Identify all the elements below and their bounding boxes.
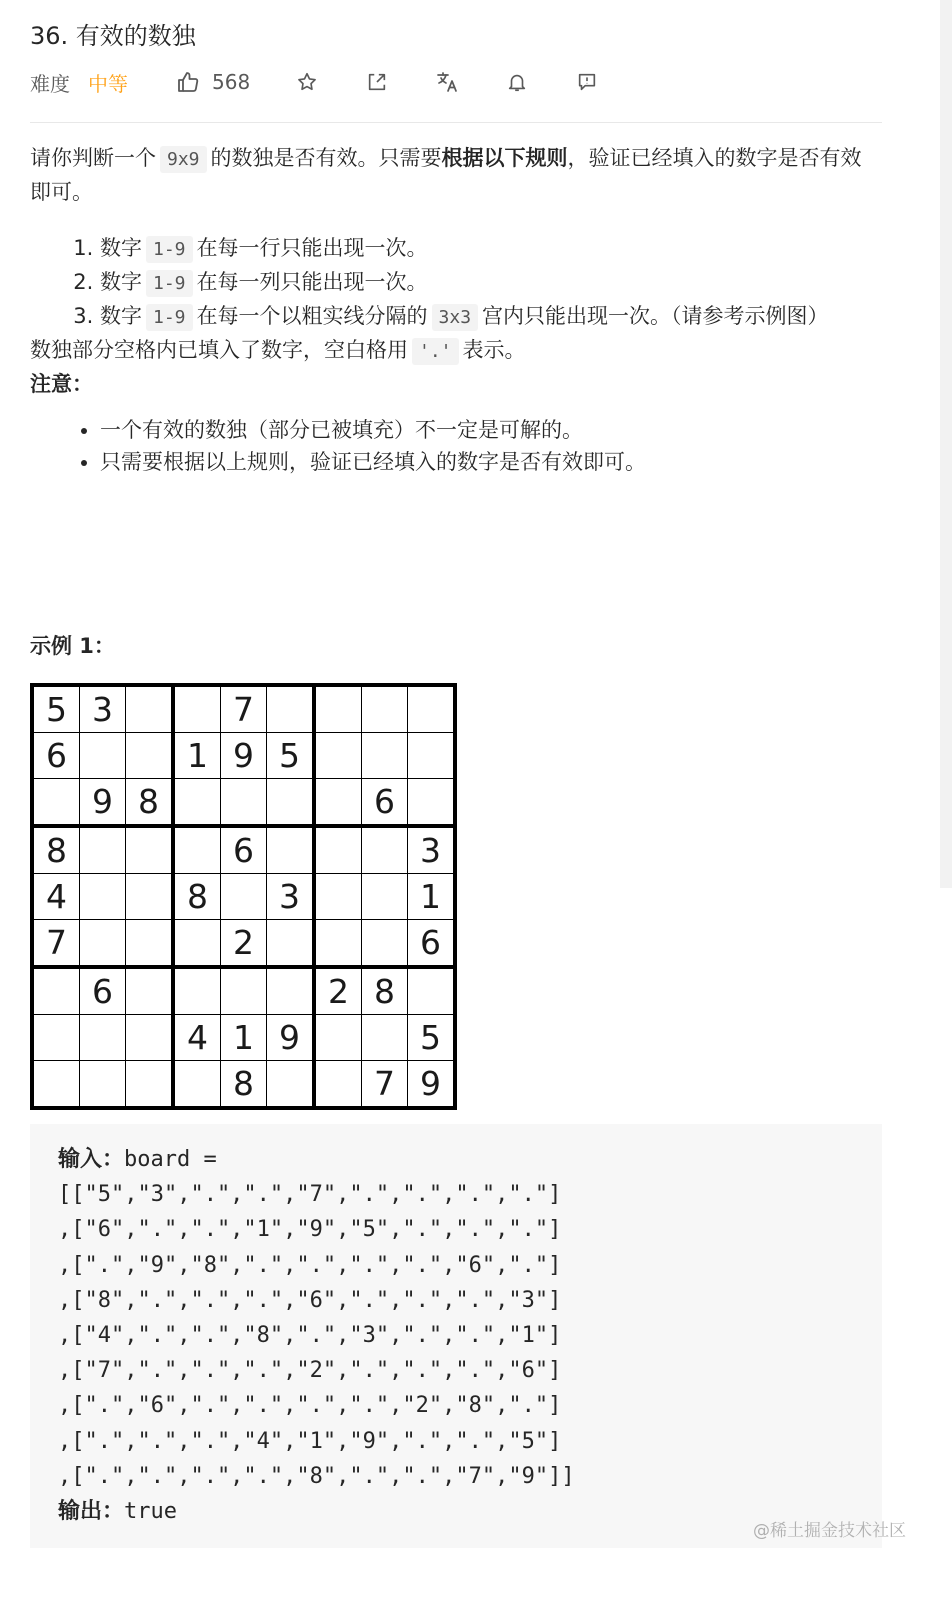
io-line	[58, 1353, 575, 1388]
sudoku-cell: 2	[314, 967, 362, 1015]
sudoku-cell	[80, 1015, 126, 1061]
sudoku-cell	[80, 920, 126, 968]
sudoku-cell	[314, 920, 362, 968]
sudoku-cell	[314, 1015, 362, 1061]
sudoku-cell	[267, 685, 315, 733]
sudoku-cell: 1	[173, 733, 221, 779]
sudoku-cell	[267, 967, 315, 1015]
sudoku-cell: 6	[221, 826, 267, 874]
thumbs-up-icon	[176, 70, 200, 94]
rule-text: 数字	[100, 270, 142, 294]
sudoku-cell	[32, 1015, 80, 1061]
sudoku-cell: 2	[221, 920, 267, 968]
translate-icon	[435, 70, 459, 94]
output-value: true	[124, 1499, 177, 1525]
input-board-line: ,["7",".",".",".","2",".",".",".","6"]	[58, 1358, 562, 1384]
sudoku-cell	[408, 779, 456, 827]
sudoku-cell: 8	[126, 779, 174, 827]
scrollbar[interactable]	[940, 0, 952, 888]
like-button[interactable]	[176, 70, 250, 94]
sudoku-cell	[32, 967, 80, 1015]
difficulty-value: 中等	[88, 71, 128, 96]
sudoku-cell: 9	[221, 733, 267, 779]
output-label: 输出：	[58, 1499, 125, 1525]
sudoku-cell	[221, 779, 267, 827]
blank-text-1: 数独部分空格内已填入了数字，空白格用	[30, 338, 408, 362]
blank-text-2: 表示。	[462, 338, 526, 362]
input-board-line: ,[".","9","8",".",".",".",".","6","."]	[58, 1252, 562, 1278]
input-head: board =	[124, 1147, 217, 1172]
io-line	[58, 1248, 575, 1283]
sudoku-cell: 5	[267, 733, 315, 779]
problem-meta-bar	[30, 64, 644, 100]
sudoku-cell: 4	[173, 1015, 221, 1061]
sudoku-cell	[80, 826, 126, 874]
io-line	[58, 1177, 575, 1212]
input-board-line: ,[".",".",".","4","1","9",".",".","5"]	[58, 1428, 562, 1454]
intro-text-1: 请你判断一个	[30, 146, 156, 170]
sudoku-cell: 7	[362, 1061, 408, 1109]
sudoku-cell	[80, 874, 126, 920]
share-button[interactable]	[364, 69, 390, 95]
intro-text-2: 的数独是否有效。只需要	[210, 146, 442, 170]
blank-code: '.'	[412, 338, 459, 365]
blank-paragraph	[30, 334, 882, 368]
io-line	[58, 1424, 575, 1459]
share-icon	[366, 71, 388, 93]
header-divider	[30, 122, 882, 123]
sudoku-cell	[32, 779, 80, 827]
sudoku-cell	[126, 1061, 174, 1109]
input-board-line: ,["8",".",".",".","6",".",".",".","3"]	[58, 1287, 562, 1313]
sudoku-cell: 3	[80, 685, 126, 733]
sudoku-cell: 8	[32, 826, 80, 874]
input-board-line: [["5","3",".",".","7",".",".",".","."]	[58, 1182, 562, 1208]
input-board-line: ,[".","6",".",".",".",".","2","8","."]	[58, 1393, 562, 1419]
rule-text: 宫内只能出现一次。（请参考示例图）	[482, 304, 829, 328]
sudoku-row	[32, 1015, 455, 1061]
sudoku-cell	[126, 1015, 174, 1061]
notes-list	[30, 414, 882, 478]
sudoku-cell	[314, 779, 362, 827]
rule-text: 数字	[100, 236, 142, 260]
sudoku-cell: 8	[173, 874, 221, 920]
sudoku-cell	[126, 967, 174, 1015]
intro-paragraph	[30, 142, 882, 208]
sudoku-cell	[126, 685, 174, 733]
sudoku-row	[32, 874, 455, 920]
sudoku-row	[32, 1061, 455, 1109]
intro-code: 9x9	[160, 146, 207, 173]
sudoku-row	[32, 779, 455, 827]
example-title: 示例 1：	[30, 634, 115, 658]
input-label: 输入：	[58, 1147, 125, 1172]
sudoku-cell	[314, 685, 362, 733]
sudoku-cell	[267, 920, 315, 968]
sudoku-cell	[126, 733, 174, 779]
sudoku-cell	[408, 685, 456, 733]
sudoku-cell	[362, 1015, 408, 1061]
sudoku-cell	[173, 920, 221, 968]
watermark: @稀土掘金技术社区	[753, 1521, 906, 1541]
bell-icon	[506, 71, 528, 93]
sudoku-cell: 5	[32, 685, 80, 733]
rule-item	[100, 266, 882, 300]
feedback-icon	[576, 71, 598, 93]
sudoku-cell: 3	[408, 826, 456, 874]
sudoku-row	[32, 685, 455, 733]
rule-code: 1-9	[146, 236, 193, 263]
sudoku-cell	[314, 826, 362, 874]
star-icon	[296, 71, 318, 93]
rule-text: 在每一行只能出现一次。	[196, 236, 428, 260]
sudoku-cell	[267, 779, 315, 827]
sudoku-cell: 5	[408, 1015, 456, 1061]
sudoku-cell	[221, 967, 267, 1015]
sudoku-cell	[408, 967, 456, 1015]
sudoku-cell: 9	[267, 1015, 315, 1061]
sudoku-cell	[173, 685, 221, 733]
sudoku-cell	[173, 826, 221, 874]
sudoku-cell	[314, 874, 362, 920]
io-line	[58, 1494, 575, 1529]
io-line	[58, 1388, 575, 1423]
io-line	[58, 1459, 575, 1494]
rule-text: 在每一列只能出现一次。	[196, 270, 428, 294]
sudoku-cell	[408, 733, 456, 779]
sudoku-cell	[126, 826, 174, 874]
sudoku-cell	[173, 779, 221, 827]
input-board-line: ,["4",".",".","8",".","3",".",".","1"]	[58, 1323, 562, 1349]
sudoku-cell: 8	[221, 1061, 267, 1109]
sudoku-row	[32, 967, 455, 1015]
sudoku-board-image	[30, 683, 457, 1110]
note-title: 注意：	[30, 372, 93, 396]
sudoku-cell	[314, 1061, 362, 1109]
sudoku-cell	[362, 826, 408, 874]
intro-bold: 根据以下规则	[441, 146, 568, 170]
input-board-line: ,[".",".",".",".","8",".",".","7","9"]]	[58, 1463, 575, 1489]
sudoku-cell: 7	[221, 685, 267, 733]
sudoku-cell	[267, 826, 315, 874]
io-line	[58, 1318, 575, 1353]
io-line	[58, 1283, 575, 1318]
problem-title: 36. 有效的数独	[30, 22, 196, 50]
sudoku-cell	[362, 733, 408, 779]
sudoku-cell	[80, 733, 126, 779]
rule-text: 数字	[100, 304, 142, 328]
example-io-block	[30, 1124, 882, 1548]
feedback-button[interactable]	[574, 69, 600, 95]
note-item: • 只需要根据以上规则，验证已经填入的数字是否有效即可。	[100, 446, 882, 478]
favorite-button[interactable]	[294, 69, 320, 95]
difficulty-label: 难度	[30, 71, 70, 96]
sudoku-row	[32, 826, 455, 874]
sudoku-cell	[267, 1061, 315, 1109]
io-line	[58, 1212, 575, 1247]
intro-text-3: ，验证已经填入的数字是否有效即可。	[30, 146, 862, 204]
rule-code: 1-9	[146, 304, 193, 331]
sudoku-cell	[32, 1061, 80, 1109]
sudoku-cell	[173, 967, 221, 1015]
rule-code: 3x3	[432, 304, 479, 331]
rule-text: 在每一个以粗实线分隔的	[196, 304, 428, 328]
sudoku-row	[32, 920, 455, 968]
sudoku-cell	[362, 685, 408, 733]
translate-button[interactable]	[434, 69, 460, 95]
rules-list	[30, 232, 882, 334]
example-io-text	[58, 1142, 575, 1529]
rule-code: 1-9	[146, 270, 193, 297]
sudoku-cell: 6	[362, 779, 408, 827]
sudoku-cell	[126, 920, 174, 968]
notification-button[interactable]	[504, 69, 530, 95]
rule-item	[100, 232, 882, 266]
sudoku-cell	[362, 920, 408, 968]
sudoku-cell	[221, 874, 267, 920]
sudoku-cell: 8	[362, 967, 408, 1015]
sudoku-cell: 9	[408, 1061, 456, 1109]
problem-description	[30, 142, 882, 478]
rule-item	[100, 300, 882, 334]
input-board-line: ,["6",".",".","1","9","5",".",".","."]	[58, 1217, 562, 1243]
sudoku-cell: 3	[267, 874, 315, 920]
sudoku-cell: 6	[32, 733, 80, 779]
sudoku-cell: 4	[32, 874, 80, 920]
like-count: 568	[212, 70, 251, 94]
sudoku-cell	[362, 874, 408, 920]
sudoku-cell	[173, 1061, 221, 1109]
sudoku-cell	[126, 874, 174, 920]
sudoku-cell: 9	[80, 779, 126, 827]
io-line	[58, 1142, 575, 1177]
sudoku-row	[32, 733, 455, 779]
sudoku-cell	[314, 733, 362, 779]
sudoku-cell: 1	[408, 874, 456, 920]
sudoku-cell: 1	[221, 1015, 267, 1061]
sudoku-cell: 7	[32, 920, 80, 968]
note-item: • 一个有效的数独（部分已被填充）不一定是可解的。	[100, 414, 882, 446]
sudoku-cell: 6	[408, 920, 456, 968]
sudoku-cell: 6	[80, 967, 126, 1015]
sudoku-cell	[80, 1061, 126, 1109]
